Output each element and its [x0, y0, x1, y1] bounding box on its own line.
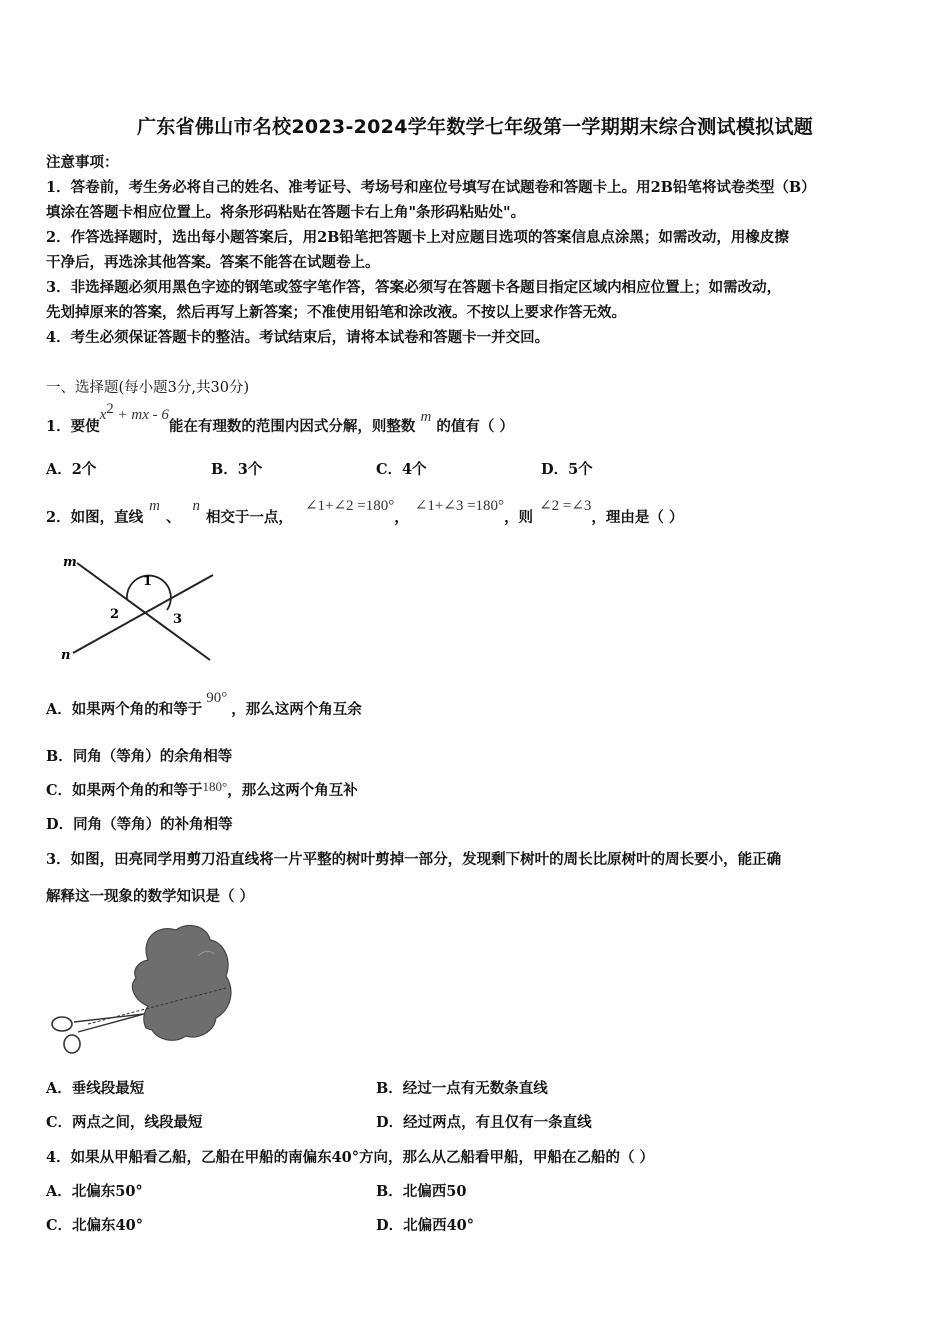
- q2-option-a-post: ，那么这两个角互余: [231, 701, 362, 718]
- q2-option-a-value: 90°: [206, 690, 228, 706]
- q2-var-n: n: [192, 498, 200, 514]
- q3-option-c[interactable]: C．两点之间，线段最短: [46, 1114, 203, 1131]
- q1-var: m: [420, 408, 432, 425]
- notice-line: 3．非选择题必须用黑色字迹的钢笔或签字笔作答，答案必须写在答题卡各题目指定区域内相应位置上；如需改动，: [46, 279, 782, 296]
- figure-label-m: m: [63, 555, 77, 570]
- q2-option-b[interactable]: B．同角（等角）的余角相等: [46, 748, 233, 765]
- q2-option-a-pre: A．如果两个角的和等于: [46, 701, 203, 718]
- figure-label-angle-2: 2: [110, 607, 120, 622]
- q2-prefix: 2．如图，直线: [46, 509, 144, 526]
- intersecting-lines-figure: [55, 550, 225, 665]
- scissors-handle-2: [64, 1035, 80, 1053]
- q2-option-c-value: 180°: [202, 779, 228, 794]
- q1-option-a[interactable]: A．2个: [46, 461, 97, 478]
- notice-line: 填涂在答题卡相应位置上。将条形码粘贴在答题卡右上角"条形码粘贴处"。: [46, 204, 526, 221]
- q1-expr-sup: 2: [106, 401, 114, 417]
- question-4-stem: 4．如果从甲船看乙船，乙船在甲船的南偏东40°方向，那么从乙船看甲船，甲船在乙船的（ ）: [46, 1149, 655, 1166]
- q4-option-b[interactable]: B．北偏西50: [376, 1183, 467, 1200]
- notice-line: 1．答卷前，考生务必将自己的姓名、准考证号、考场号和座位号填写在试题卷和答题卡上。用2B铅笔将试卷类型（B）: [46, 179, 816, 196]
- q1-option-c[interactable]: C．4个: [376, 461, 427, 478]
- leaf-shape: [132, 925, 231, 1040]
- figure-label-angle-3: 3: [173, 612, 183, 627]
- figure-label-angle-1: 1: [143, 574, 153, 589]
- question-3-line1: 3．如图，田亮同学用剪刀沿直线将一片平整的树叶剪掉一部分，发现剩下树叶的周长比原树叶的周长要小，能正确: [46, 851, 782, 868]
- question-1-stem: [46, 401, 514, 436]
- q2-option-d[interactable]: D．同角（等角）的补角相等: [46, 816, 233, 833]
- q2-suffix: ，理由是（ ）: [591, 509, 684, 526]
- q2-option-c-pre: C．如果两个角的和等于: [46, 782, 203, 799]
- q1-option-d[interactable]: D．5个: [541, 461, 593, 478]
- q1-option-b[interactable]: B．3个: [211, 461, 263, 478]
- scissors-blades: [74, 1014, 144, 1032]
- figure-label-n: n: [61, 648, 71, 663]
- notice-line: 干净后，再选涂其他答案。答案不能答在试题卷上。: [46, 254, 380, 271]
- q2-eq1: ∠1+∠2 =180°: [304, 498, 395, 514]
- notice-line: 4．考生必须保证答题卡的整洁。考试结束后，请将本试卷和答题卡一并交回。: [46, 329, 550, 346]
- notice-line: 2．作答选择题时，选出每小题答案后，用2B铅笔把答题卡上对应题目选项的答案信息点涂黑；如需改动，用橡皮擦: [46, 229, 789, 246]
- scissors-handle-1: [52, 1017, 72, 1031]
- page-title: 广东省佛山市名校2023-2024学年数学七年级第一学期期末综合测试模拟试题: [136, 116, 814, 138]
- question-3-line2: 解释这一现象的数学知识是（ ）: [46, 888, 255, 905]
- q3-option-b[interactable]: B．经过一点有无数条直线: [376, 1080, 548, 1097]
- leaf-scissors-figure: [48, 920, 238, 1060]
- q4-option-a[interactable]: A．北偏东50°: [46, 1183, 143, 1200]
- q2-var-m: m: [149, 498, 160, 514]
- question-2-stem: [46, 498, 684, 527]
- q4-option-d[interactable]: D．北偏西40°: [376, 1217, 475, 1234]
- q1-prefix: 1．要使: [46, 417, 100, 435]
- q2-then: ，则: [504, 509, 534, 526]
- q3-option-a[interactable]: A．垂线段最短: [46, 1080, 145, 1097]
- q1-expr-x: x: [99, 406, 107, 423]
- q1-middle: 能在有理数的范围内因式分解，则整数: [168, 417, 416, 435]
- q1-suffix: 的值有（ ）: [436, 417, 514, 435]
- q1-expr-rest: + mx - 6: [113, 406, 169, 423]
- notice-line: 先划掉原来的答案，然后再写上新答案；不准使用铅笔和涂改液。不按以上要求作答无效。: [46, 304, 626, 321]
- q2-comma: ，: [394, 509, 409, 526]
- q4-option-c[interactable]: C．北偏东40°: [46, 1217, 143, 1234]
- q2-eq2: ∠1+∠3 =180°: [414, 498, 505, 514]
- q2-option-a[interactable]: [46, 690, 362, 719]
- notice-heading: 注意事项：: [46, 154, 119, 171]
- q3-option-d[interactable]: D．经过两点，有且仅有一条直线: [376, 1114, 592, 1131]
- q2-mid: 相交于一点，: [205, 509, 293, 526]
- q2-option-c[interactable]: [46, 779, 358, 800]
- q2-eq3: ∠2 =∠3: [539, 498, 592, 514]
- section-heading: 一、选择题(每小题3分,共30分): [46, 380, 250, 396]
- q2-sep: 、: [165, 509, 181, 526]
- q2-option-c-post: ，那么这两个角互补: [227, 782, 358, 799]
